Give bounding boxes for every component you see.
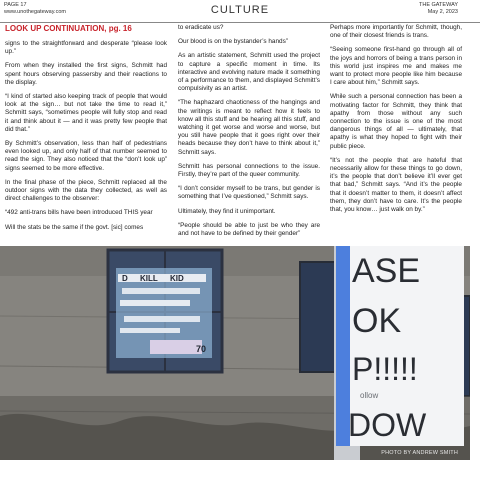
page-header: [0, 0, 480, 23]
paragraph: to eradicate us?: [178, 24, 224, 31]
poster-line: OK: [352, 302, 402, 340]
paragraph: “I don’t consider myself to be trans, but gender is something that I’ve questioned,” Schmitt says.: [178, 185, 320, 201]
article-photo: [0, 246, 470, 460]
website-url[interactable]: www.unothegateway.com: [4, 9, 66, 15]
sign-word: KID: [170, 274, 184, 283]
poster-line: ASE: [352, 252, 421, 290]
paragraph: “492 anti-trans bills have been introduced THIS year: [5, 209, 153, 217]
paragraph: By Schmitt’s observation, less than half of pedestrians even looked up, and only half of that number seemed to read the sign. They also noticed that the “don’t look up” signs seemed to be more effective.: [5, 140, 167, 172]
paragraph: “I kind of started also keeping track of people that would look at the sign… but not take the time to read it,” Schmitt says, “sometimes people will fully stop and read it and think about it — and it was pretty few people that did that.”: [5, 93, 167, 133]
paragraph: While such a personal connection has been a motivating factor for Schmitt, they think that apathy from those without any such connection to the issue is one of the most dangerous things of all — ultimately, that apathy is what they hoped to fight with their public piece.: [330, 93, 462, 150]
photo-credit: PHOTO BY ANDREW SMITH: [381, 450, 458, 456]
paragraph: “It’s not the people that are hateful that necessarily allow for these things to go down, it’s the people that don’t believe it’ll ever get that bad,” Schmitt says. “And it’s the people that it doesn’t matter to them, it doesn’t affect them, they don’t have to care. It’s the people that, you know… just walk on by.”: [330, 156, 462, 214]
column-2: [178, 24, 320, 244]
paragraph: “Seeing someone first-hand go through all of the joys and horrors of being a trans person in this world just inspires me and makes me want to protect more people like him because I care about him,” Schmitt says.: [330, 46, 462, 87]
column-3: [330, 24, 462, 220]
poster-line: P!!!!!: [352, 351, 418, 387]
paragraph: “The haphazard chaoticness of the hangings and the writings is meant to reflect how it feels to know all this stuff and be hearing all this stuff, and watching it get worse and worse and worse, but you still have people that it goes right over their heads because they don’t have to think about it,” Schmitt says.: [178, 99, 320, 156]
page-number: PAGE 17: [4, 2, 27, 8]
section-title: CULTURE: [210, 4, 270, 16]
paragraph: Perhaps more importantly for Schmitt, though, one of their closest friends is trans.: [330, 24, 462, 40]
paragraph: signs to the straightforward and desperate “please look up.”: [5, 40, 167, 56]
header-right: [419, 2, 458, 16]
building-scene: [0, 246, 470, 460]
continuation-kicker: LOOK UP CONTINUATION, pg. 16: [5, 24, 132, 33]
paragraph: Our blood is on the bystander’s hands”: [178, 38, 288, 46]
poster-line: ollow: [360, 391, 379, 400]
paragraph: As an artistic statement, Schmitt used the project to capture a specific moment in time. Its interactive and evolving nature made it something of a performance to them, and displayed Schmitt’s compulsivity as an artist.: [178, 52, 320, 93]
sign-word: KILL: [140, 274, 158, 283]
issue-date: May 2, 2023: [427, 9, 458, 15]
paragraph: “People should be able to just be who they are and not have to be defined by their gender”: [178, 221, 320, 238]
paragraph: In the final phase of the piece, Schmitt replaced all the outdoor signs with the data they collected, as well as direct challenges to the observer:: [5, 178, 167, 203]
sign-number: 70: [196, 344, 207, 354]
poster-line: DOW: [348, 407, 427, 443]
sign-word: D: [122, 274, 128, 283]
publication-name: THE GATEWAY: [418, 2, 458, 8]
paragraph: From when they installed the first signs, Schmitt had spent hours observing passersby and their reactions to the display.: [5, 62, 167, 86]
column-1: [5, 24, 167, 238]
paragraph: Ultimately, they find it unimportant.: [178, 207, 276, 215]
paragraph: Schmitt has personal connections to the issue. Firstly, they’re part of the queer community.: [178, 162, 320, 179]
paragraph: Will the stats be the same if the govt. [sic] comes: [5, 223, 144, 231]
